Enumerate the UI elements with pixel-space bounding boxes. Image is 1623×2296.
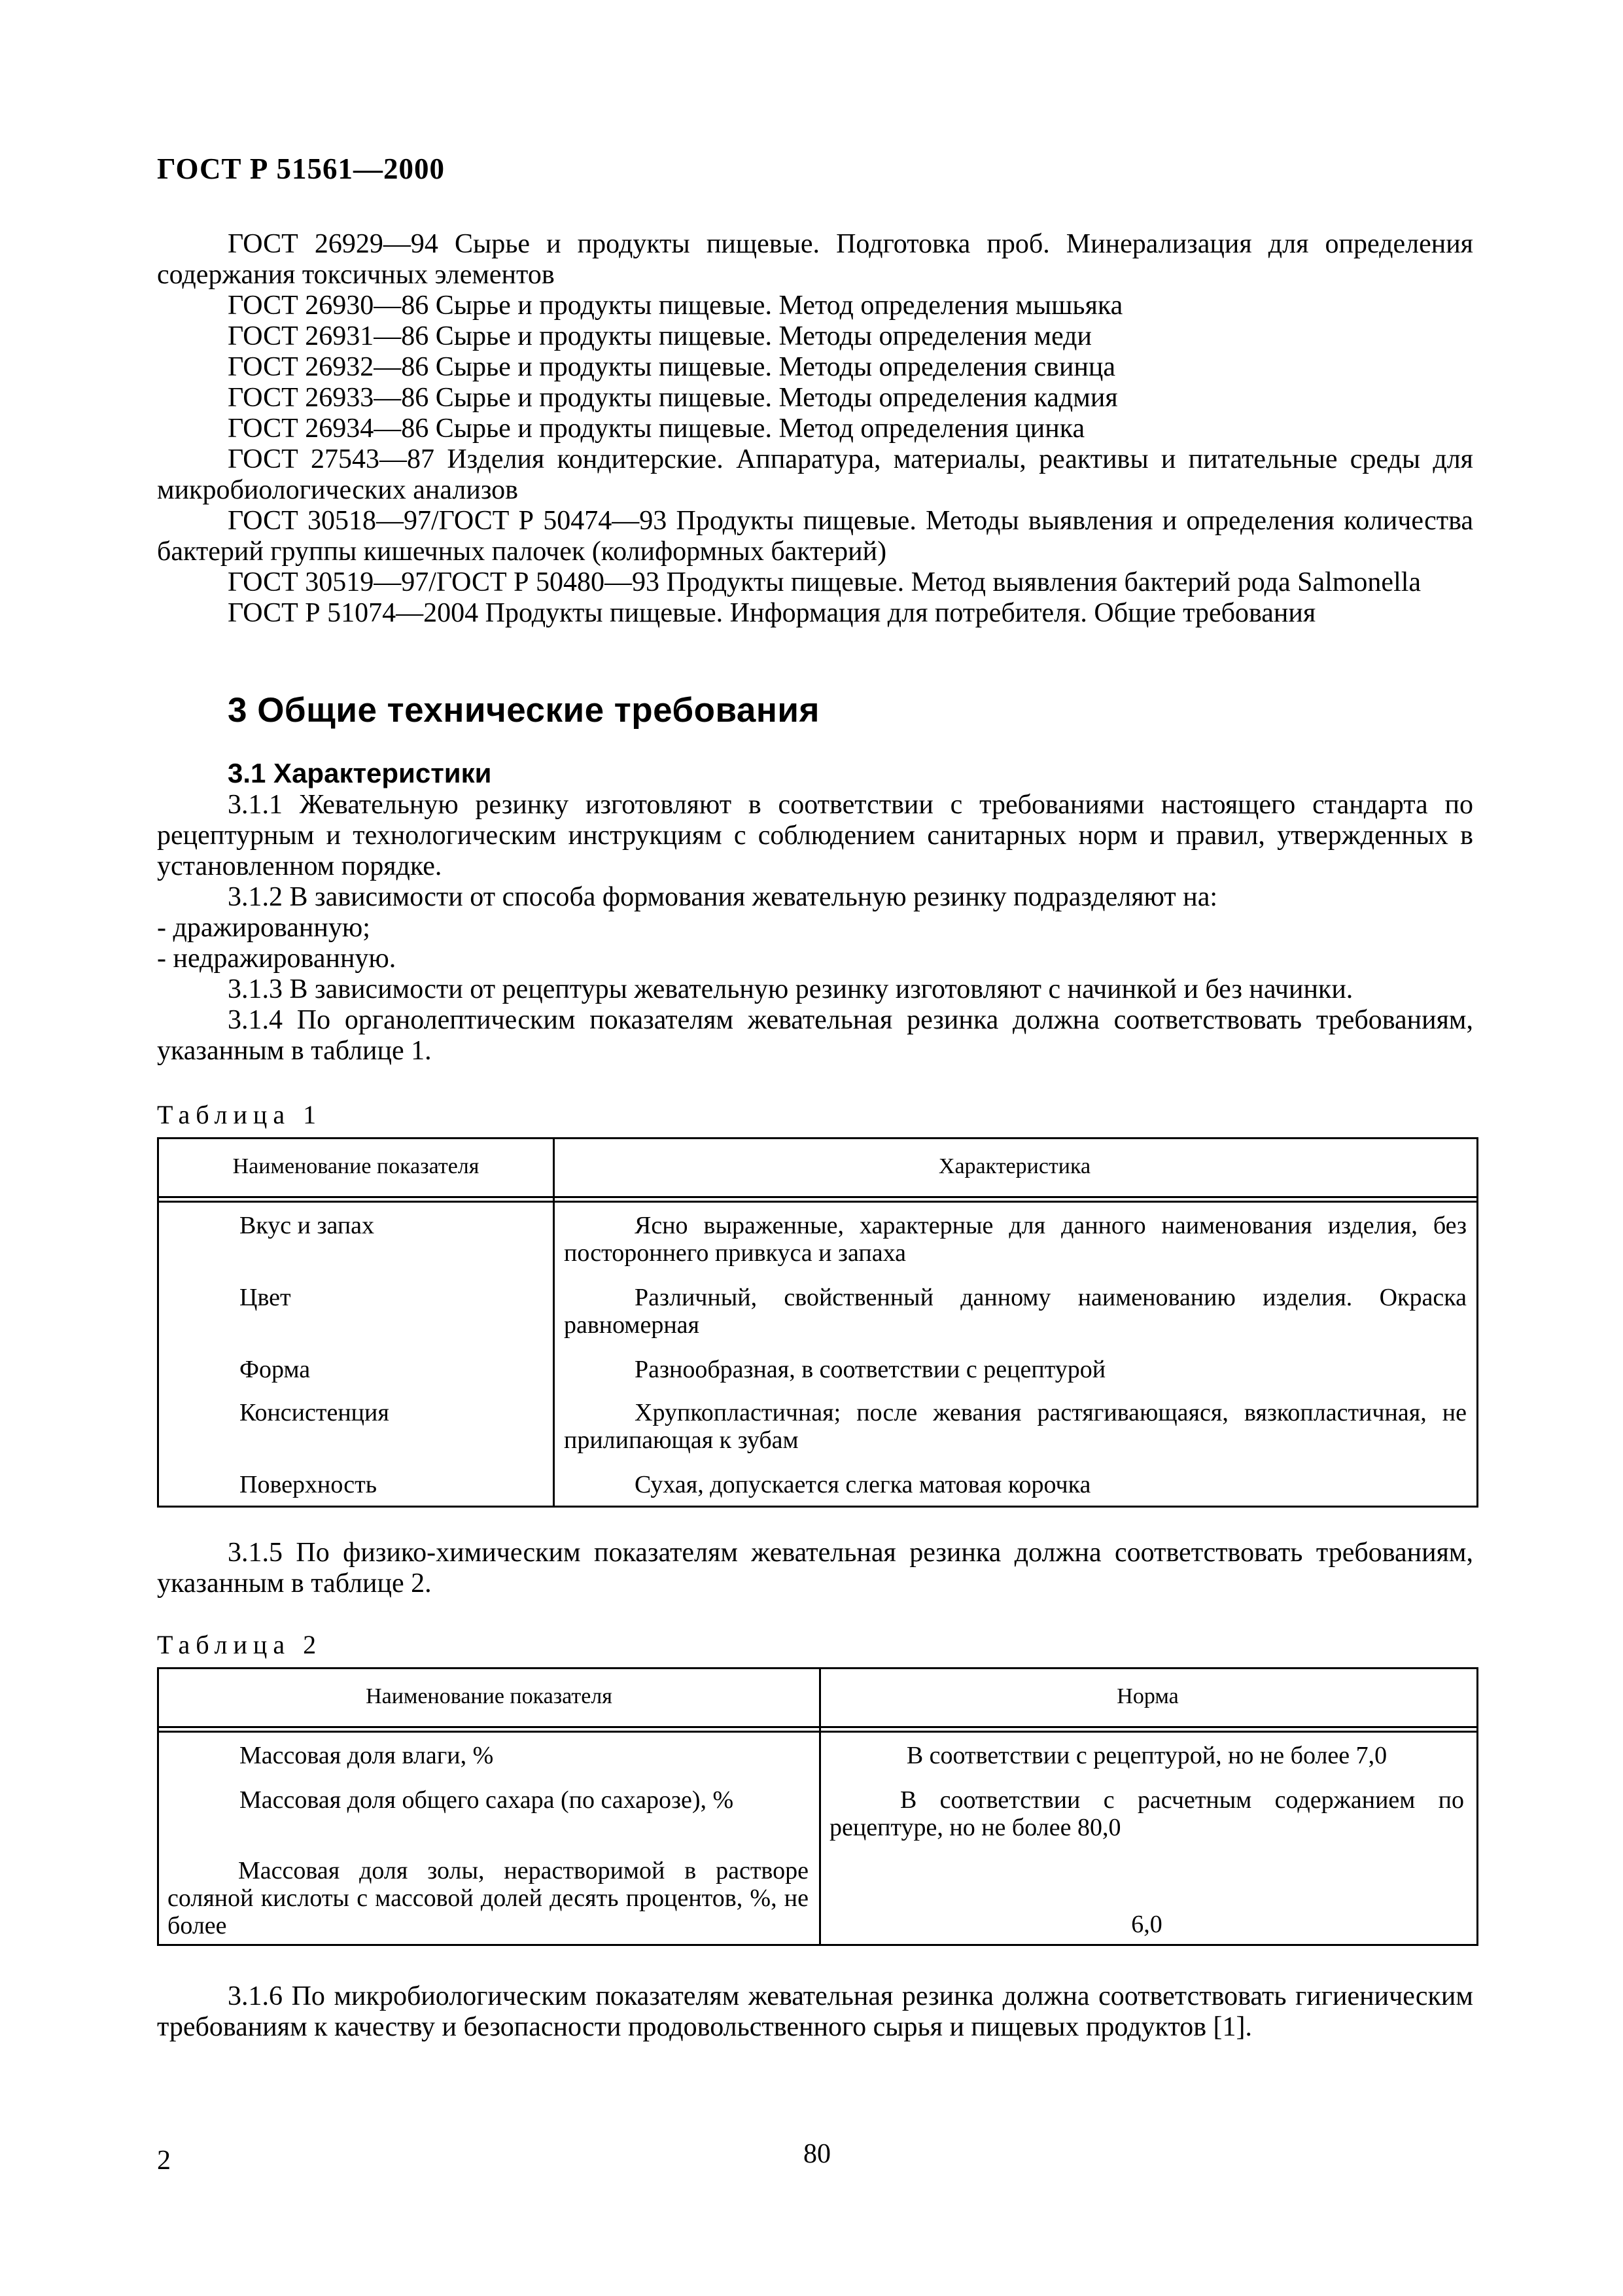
reference-item: ГОСТ 26931—86 Сырье и продукты пищевые. Методы определения меди [228,321,1092,351]
reference-item: ГОСТ 30519—97/ГОСТ Р 50480—93 Продукты пищевые. Метод выявления бактерий рода Salmonella [228,567,1422,597]
reference-item: ГОСТ 26929—94 Сырье и продукты пищевые. Подготовка проб. Минерализация для определения содержания токсичных элементов [157,229,1473,290]
table1-row-name: Поверхность [239,1471,377,1498]
paragraph: 3.1.6 По микробиологическим показателям жевательная резинка должна соответствовать гигиеническим требованиям к качеству и безопасности продовольственного сырья и пищевых продуктов [1]. [157,1981,1473,2042]
table1-header-rule [157,1196,1476,1198]
reference-item: ГОСТ 26930—86 Сырье и продукты пищевые. Метод определения мышьяка [228,291,1123,321]
table2-row-name: Массовая доля золы, нерастворимой в растворе соляной кислоты с массовой долей десять процентов, %, не более [167,1857,809,1939]
paragraph: 3.1.3 В зависимости от рецептуры жевательную резинку изготовляют с начинкой и без начинки. [228,974,1353,1004]
subsection-title: 3.1 Характеристики [228,758,492,788]
table2-caption: Таблица 2 [157,1630,323,1659]
reference-item: ГОСТ 26934—86 Сырье и продукты пищевые. Метод определения цинка [228,414,1085,444]
normative-references [157,229,1473,629]
section-title: 3 Общие технические требования [228,691,820,730]
paragraph: 3.1.1 Жевательную резинку изготовляют в соответствии с требованиями настоящего стандарта по рецептурным и технологическим инструкциям с соблюдением санитарных норм и правил, утвержденных в установленном порядке. [157,790,1473,881]
requirements-text [157,1981,1473,2043]
table1-row-value: Ясно выраженные, характерные для данного наименования изделия, без постороннего привкуса и запаха [564,1212,1467,1267]
table1-header-characteristic: Характеристика [938,1154,1091,1178]
table1-caption: Таблица 1 [157,1100,323,1129]
paragraph: 3.1.2 В зависимости от способа формования жевательную резинку подразделяют на: [228,882,1218,912]
table2-row-name: Массовая доля общего сахара (по сахарозе), % [239,1786,734,1814]
sheet-number: 80 [803,2139,831,2169]
table1-row-value: Разнообразная, в соответствии с рецептурой [635,1356,1106,1383]
table1-row-name: Консистенция [239,1399,389,1426]
paragraph: 3.1.5 По физико-химическим показателям жевательная резинка должна соответствовать требованиям, указанным в таблице 2. [157,1538,1473,1598]
list-item: - дражированную; [157,913,370,943]
table1-row-name: Вкус и запах [239,1212,375,1239]
table1-header-rule [157,1201,1476,1203]
requirements-text [157,1538,1473,1599]
table1-row-value: Сухая, допускается слегка матовая корочка [635,1471,1091,1498]
requirements-text [157,790,1473,1067]
paragraph: 3.1.4 По органолептическим показателям жевательная резинка должна соответствовать требованиям, указанным в таблице 1. [157,1005,1473,1066]
table1-column-divider [553,1137,555,1506]
table1-row-value: Различный, свойственный данному наименованию изделия. Окраска равномерная [564,1284,1467,1339]
table1-row-name: Форма [239,1356,311,1383]
document-code: ГОСТ Р 51561—2000 [157,152,445,185]
list-item: - недражированную. [157,944,396,974]
table2-header-name: Наименование показателя [366,1684,612,1708]
reference-item: ГОСТ 26932—86 Сырье и продукты пищевые. Методы определения свинца [228,352,1116,382]
reference-item: ГОСТ 30518—97/ГОСТ Р 50474—93 Продукты пищевые. Методы выявления и определения количества бактерий группы кишечных палочек (колиформных бактерий) [157,506,1473,567]
table2-row-value: В соответствии с рецептурой, но не более 7,0 [906,1742,1387,1769]
reference-item: ГОСТ 27543—87 Изделия кондитерские. Аппаратура, материалы, реактивы и питательные среды для микробиологических анализов [157,444,1473,505]
table2-header-norm: Норма [1117,1684,1179,1708]
page-number: 2 [157,2146,171,2176]
reference-item: ГОСТ 26933—86 Сырье и продукты пищевые. Методы определения кадмия [228,383,1118,413]
table1-row-value: Хрупкопластичная; после жевания растягивающаяся, вязкопластичная, не прилипающая к зубам [564,1399,1467,1454]
table2-row-value: В соответствии с расчетным содержанием по рецептуре, но не более 80,0 [829,1786,1464,1841]
table2-header-rule [157,1726,1476,1728]
table1-header-name: Наименование показателя [232,1154,480,1178]
reference-item: ГОСТ Р 51074—2004 Продукты пищевые. Информация для потребителя. Общие требования [228,598,1316,628]
table1-row-name: Цвет [239,1284,291,1311]
table2-header-rule [157,1731,1476,1733]
table2-row-name: Массовая доля влаги, % [239,1742,494,1769]
table2-row-value: 6,0 [1131,1911,1162,1938]
